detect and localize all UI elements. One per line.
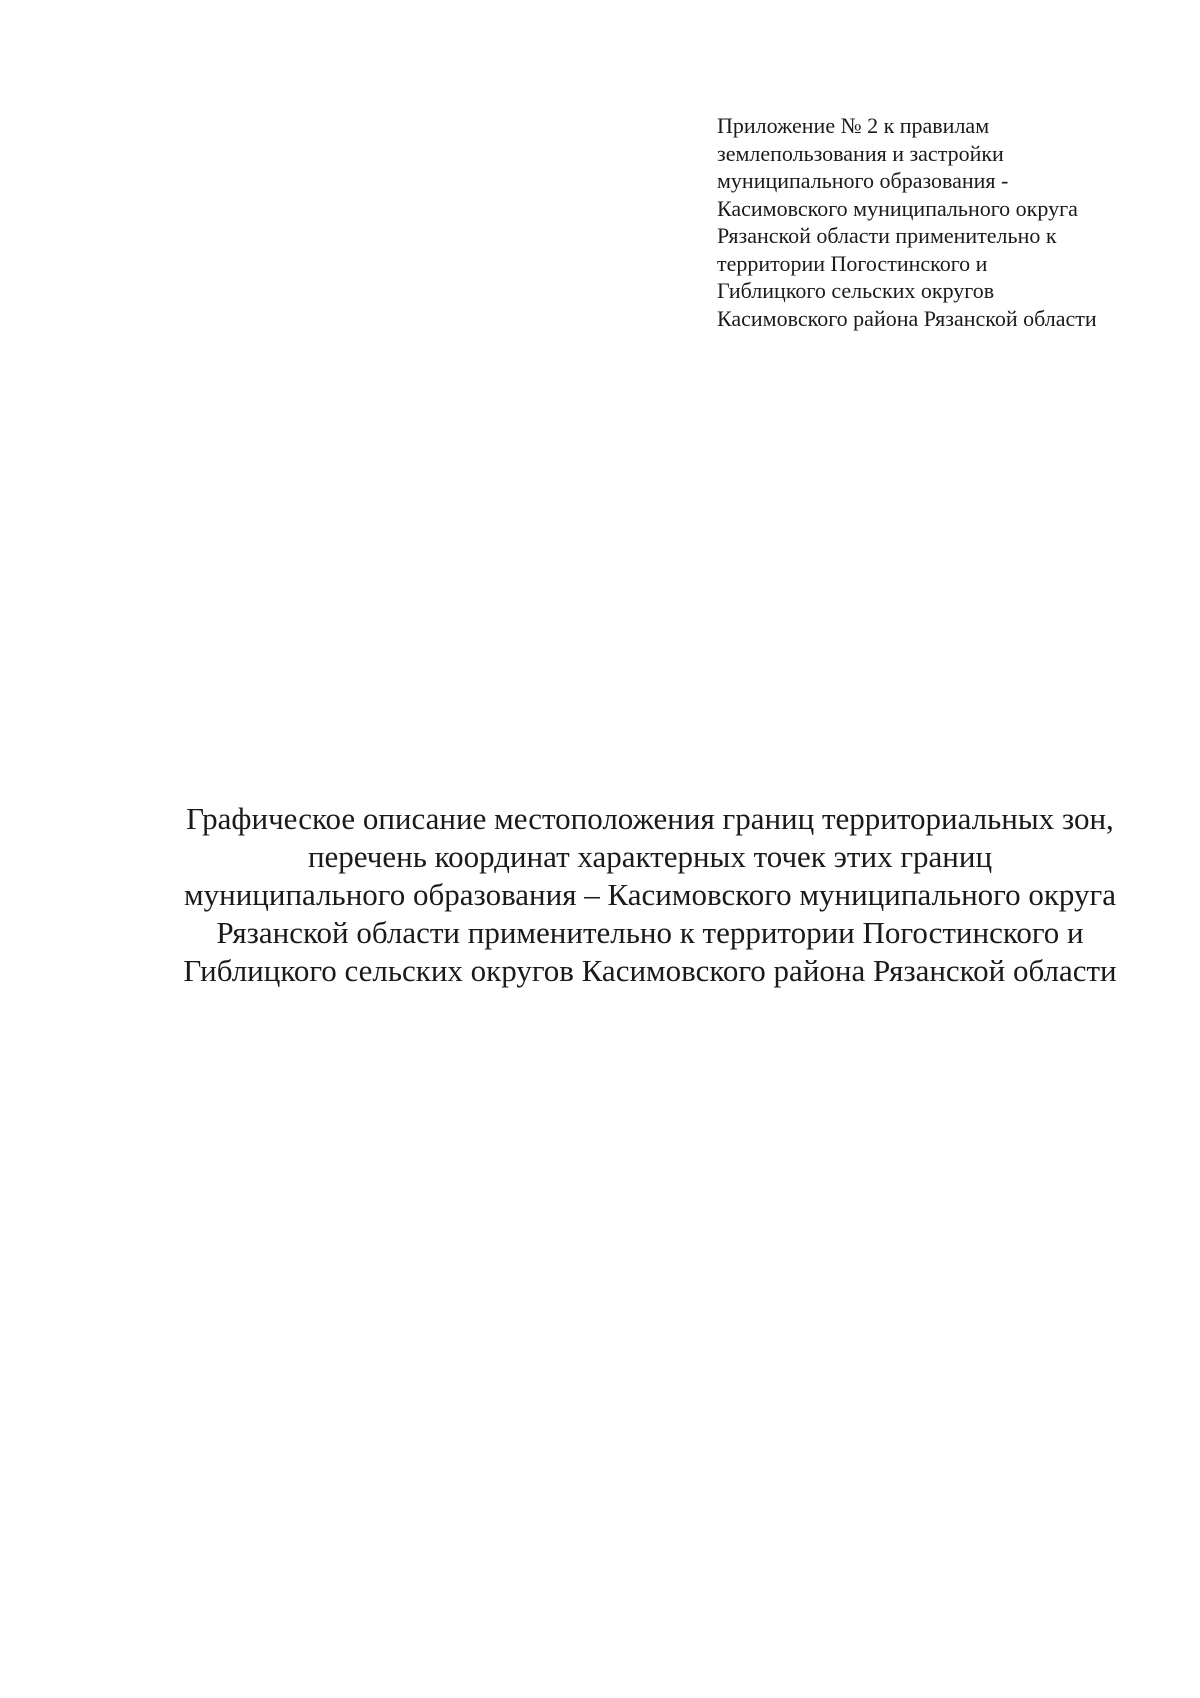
appendix-note-line: землепользования и застройки bbox=[717, 140, 1004, 166]
appendix-note bbox=[717, 112, 1177, 332]
appendix-note-line: муниципального образования - bbox=[717, 168, 1009, 193]
document-title-line: перечень координат характерных точек этих границ bbox=[307, 839, 993, 874]
appendix-note-line: Касимовского муниципального округа bbox=[717, 195, 1078, 221]
appendix-note-line: Касимовского района Рязанской области bbox=[717, 305, 1097, 331]
appendix-note-line: территории Погостинского и bbox=[717, 250, 988, 276]
appendix-note-line: Гиблицкого сельских округов bbox=[717, 278, 995, 303]
appendix-note-line: Приложение № 2 к правилам bbox=[717, 113, 990, 138]
document-title-line: Графическое описание местоположения границ территориальных зон, bbox=[186, 801, 1114, 836]
document-title bbox=[100, 800, 1200, 990]
document-title-line: Рязанской области применительно к территории Погостинского и bbox=[216, 915, 1084, 950]
appendix-note-line: Рязанской области применительно к bbox=[717, 223, 1057, 248]
document-title-line: муниципального образования – Касимовского муниципального округа bbox=[183, 877, 1116, 912]
document-title-line: Гиблицкого сельских округов Касимовского района Рязанской области bbox=[183, 953, 1117, 988]
